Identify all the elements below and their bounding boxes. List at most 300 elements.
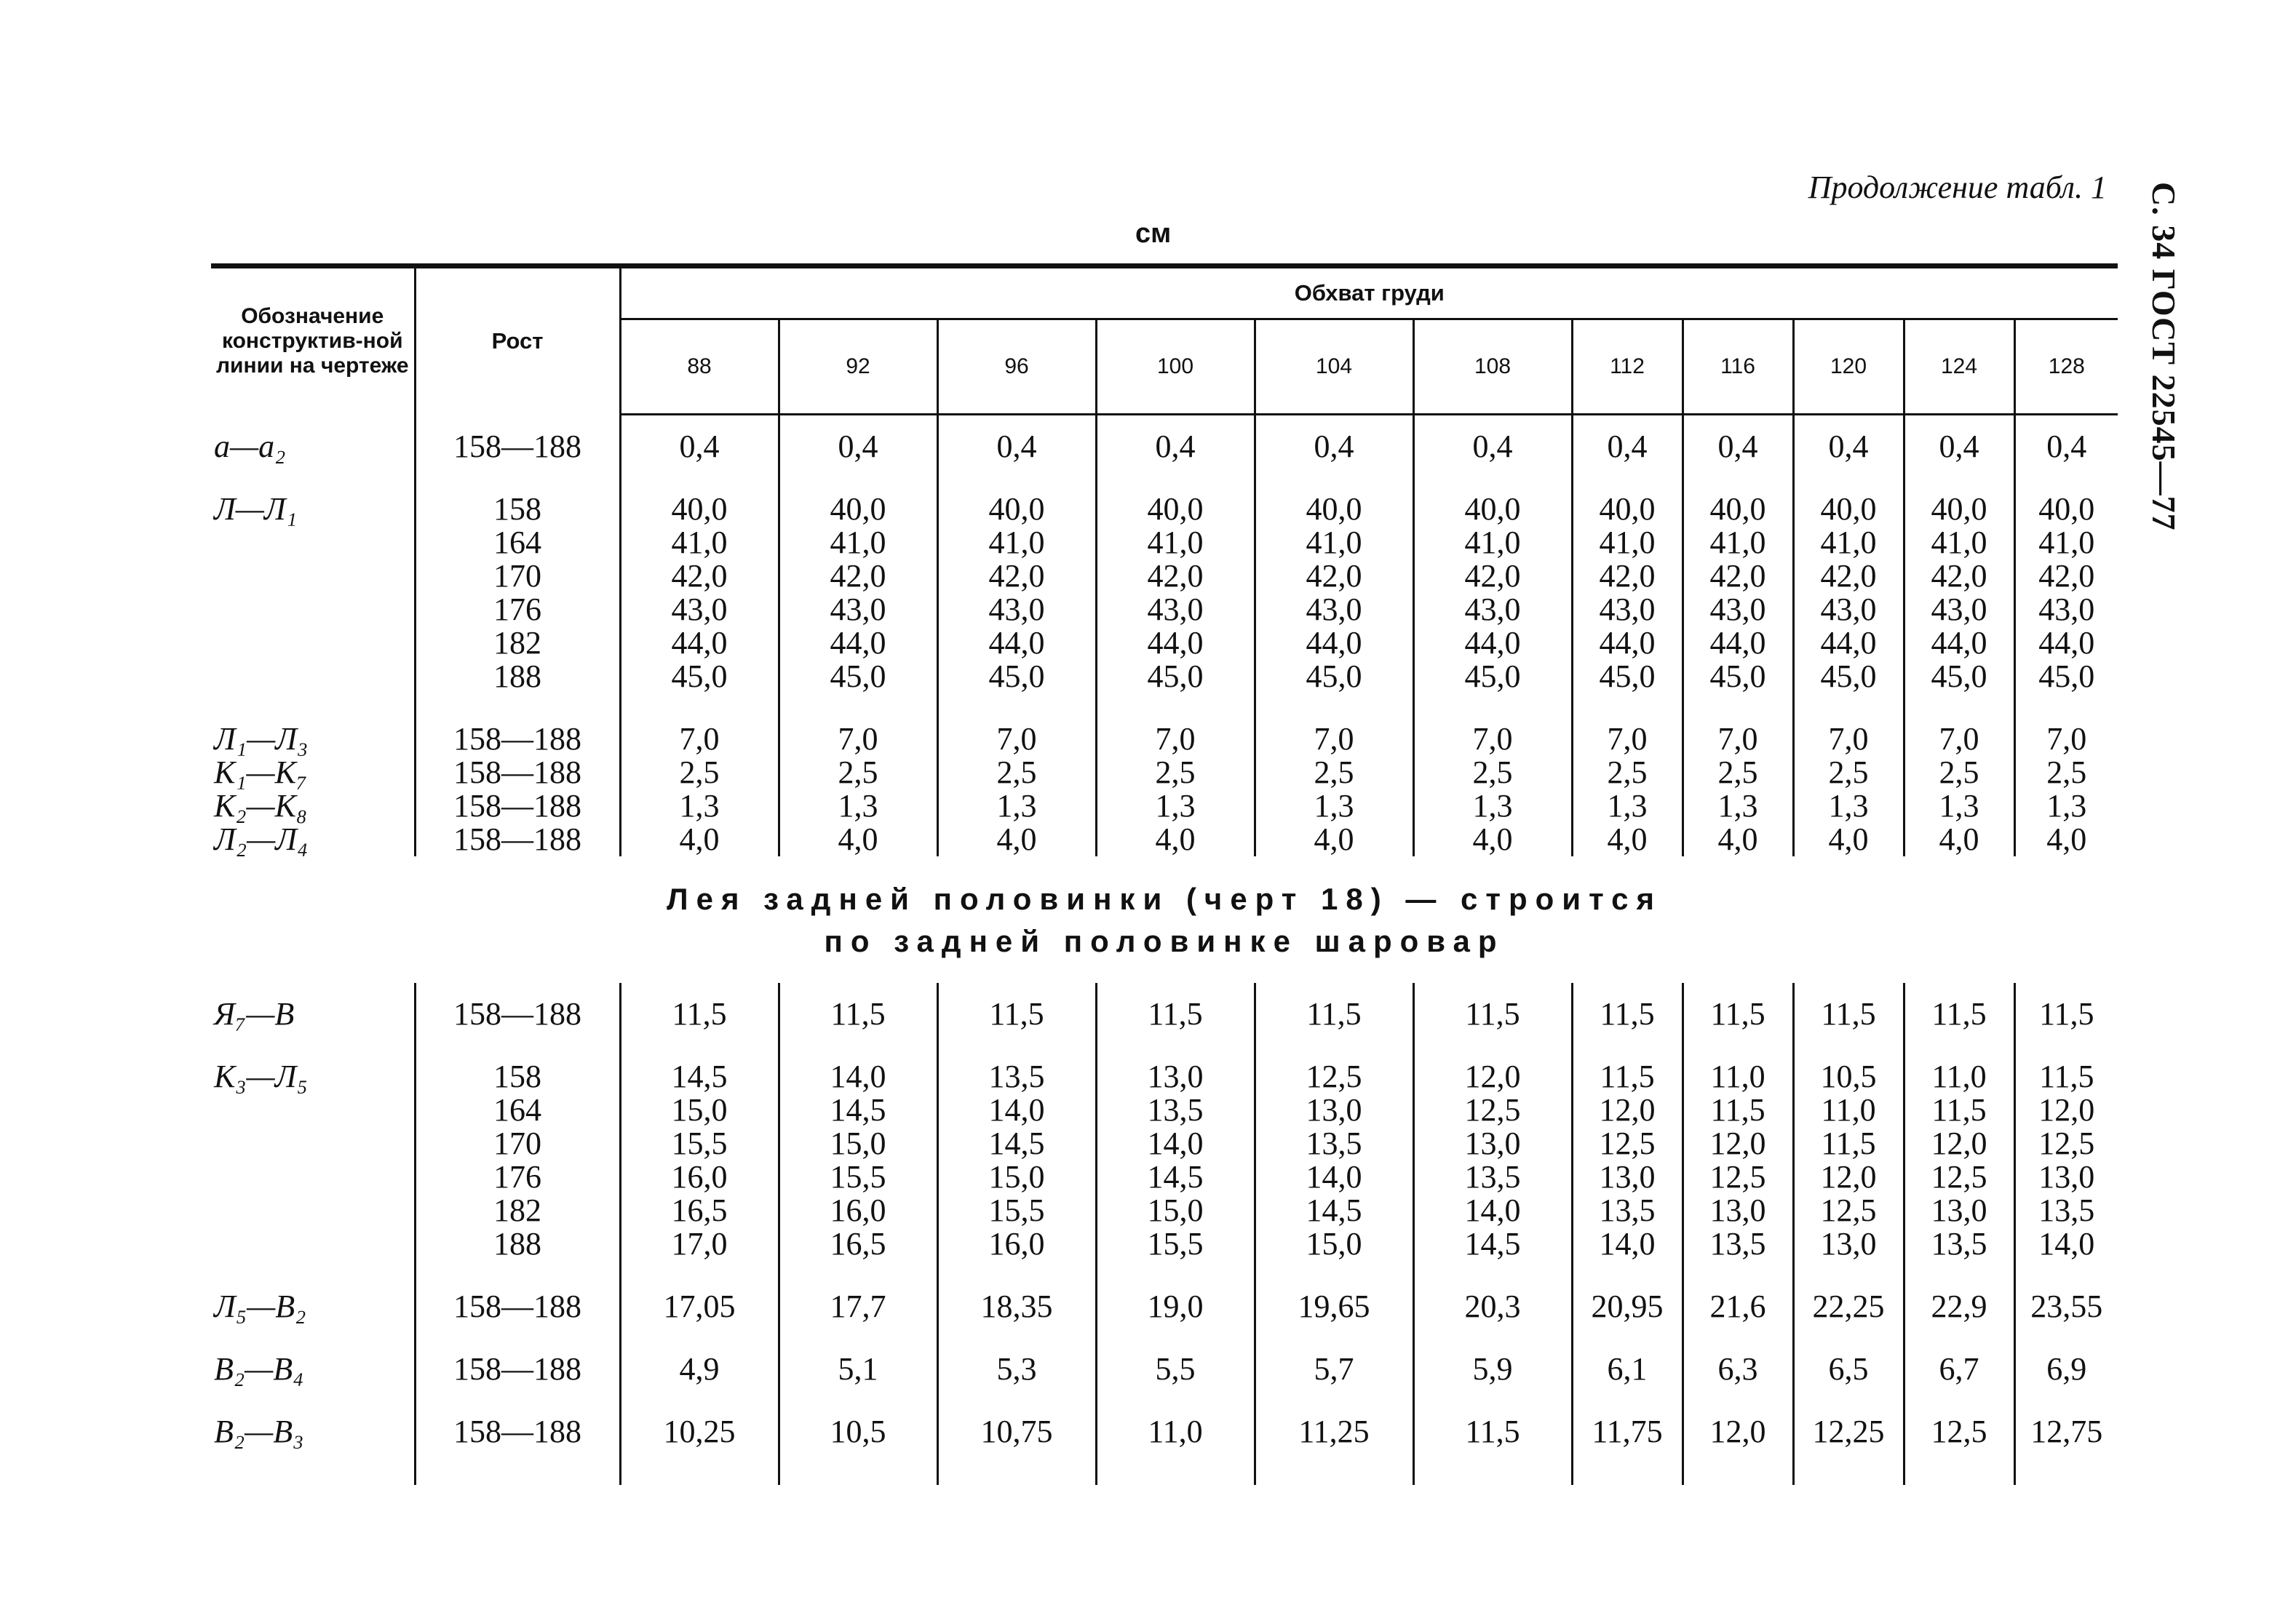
value: 42,0	[1599, 558, 1656, 594]
value: 14,0	[1464, 1192, 1521, 1228]
value-cell	[2014, 493, 2118, 693]
value: 41,0	[1931, 525, 1987, 560]
value: 45,0	[671, 658, 728, 694]
value: 4,0	[679, 821, 720, 857]
value-cell	[620, 722, 779, 856]
value-cell	[1096, 1415, 1255, 1449]
value-cell	[1904, 1290, 2014, 1323]
value-cell	[937, 997, 1096, 1031]
value: 16,5	[671, 1192, 728, 1228]
table-row	[211, 1353, 2118, 1386]
value: 44,0	[1147, 625, 1204, 661]
value: 7,0	[996, 721, 1037, 757]
value: 11,25	[1298, 1414, 1370, 1449]
height-value: 164	[493, 525, 541, 560]
value: 14,5	[830, 1092, 886, 1128]
value: 42,0	[1931, 558, 1987, 594]
value: 13,5	[1147, 1092, 1204, 1128]
value: 40,0	[1931, 491, 1987, 527]
value-cell	[1572, 1290, 1683, 1323]
line-designation: а—а₂	[214, 429, 286, 464]
value-cell	[1572, 1060, 1683, 1261]
value: 12,5	[1931, 1414, 1987, 1449]
value: 13,5	[2038, 1192, 2095, 1228]
value: 12,5	[1599, 1126, 1656, 1161]
value: 14,0	[988, 1092, 1045, 1128]
value-cell	[2014, 1060, 2118, 1261]
table-row	[211, 430, 2118, 463]
value-cell	[1793, 722, 1904, 856]
value: 11,0	[1821, 1092, 1876, 1128]
value: 12,5	[1820, 1192, 1877, 1228]
value-cell	[1096, 1060, 1255, 1261]
value: 17,05	[663, 1289, 736, 1324]
value-cell	[1255, 722, 1413, 856]
value-cell	[1572, 997, 1683, 1031]
value-cell	[1904, 1353, 2014, 1386]
value-cell	[779, 430, 937, 463]
value: 7,0	[2046, 721, 2087, 757]
value: 4,0	[1607, 821, 1648, 857]
value-cell	[937, 722, 1096, 856]
value: 42,0	[2038, 558, 2095, 594]
line-designation: К₃—Л₅	[214, 1059, 308, 1094]
section-row	[211, 856, 2118, 983]
header-mark: Обозначение конструктив-ной линии на чертеже	[211, 266, 415, 415]
value: 45,0	[1147, 658, 1204, 694]
value: 1,3	[1314, 788, 1354, 824]
value: 1,3	[1472, 788, 1513, 824]
value: 4,0	[1472, 821, 1513, 857]
value: 11,5	[989, 996, 1044, 1032]
value: 14,5	[988, 1126, 1045, 1161]
value: 0,4	[1939, 429, 1979, 464]
value: 4,0	[1939, 821, 1979, 857]
value: 7,0	[1472, 721, 1513, 757]
value: 22,25	[1812, 1289, 1885, 1324]
header-size-112: 112	[1572, 319, 1683, 415]
value: 14,5	[1464, 1226, 1521, 1262]
table-continuation-caption: Продолжение табл. 1	[1808, 170, 2107, 205]
value-cell	[1255, 1290, 1413, 1323]
value-cell	[1904, 722, 2014, 856]
spacer-row	[211, 415, 2118, 431]
value-cell	[1255, 997, 1413, 1031]
value: 18,35	[980, 1289, 1053, 1324]
value: 43,0	[830, 592, 886, 627]
value: 13,5	[1709, 1226, 1766, 1262]
value: 4,0	[1155, 821, 1196, 857]
value: 12,25	[1812, 1414, 1885, 1449]
value: 43,0	[1599, 592, 1656, 627]
value-cell	[1413, 1060, 1572, 1261]
value: 11,5	[2039, 996, 2094, 1032]
value: 0,4	[838, 429, 878, 464]
section-title: Лея задней половинки (черт 18) — строится по задней половинке шаровар	[667, 882, 1662, 958]
value-cell	[2014, 722, 2118, 856]
value-cell	[1096, 1290, 1255, 1323]
value: 11,5	[1710, 1092, 1765, 1128]
height-value: 188	[493, 1226, 541, 1262]
value: 44,0	[1931, 625, 1987, 661]
value: 11,5	[1148, 996, 1203, 1032]
value-cell	[779, 722, 937, 856]
value: 15,5	[671, 1126, 728, 1161]
value: 44,0	[1709, 625, 1766, 661]
value: 0,4	[1607, 429, 1648, 464]
height-cell	[415, 1060, 620, 1261]
value: 12,75	[2030, 1414, 2103, 1449]
value: 11,5	[1600, 996, 1655, 1032]
value: 14,0	[1147, 1126, 1204, 1161]
spacer-row	[211, 693, 2118, 722]
value: 45,0	[2038, 658, 2095, 694]
value: 41,0	[1709, 525, 1766, 560]
value: 41,0	[671, 525, 728, 560]
value: 45,0	[988, 658, 1045, 694]
value: 5,1	[838, 1351, 878, 1387]
value-cell	[937, 1415, 1096, 1449]
value: 40,0	[1599, 491, 1656, 527]
value: 14,0	[1306, 1159, 1362, 1195]
header-size-100: 100	[1096, 319, 1255, 415]
value-cell	[1096, 1353, 1255, 1386]
value: 2,5	[838, 754, 878, 790]
value: 45,0	[1306, 658, 1362, 694]
value: 41,0	[1306, 525, 1362, 560]
value-cell	[1413, 997, 1572, 1031]
value-cell	[2014, 997, 2118, 1031]
value: 44,0	[671, 625, 728, 661]
value-cell	[1904, 997, 2014, 1031]
value-cell	[779, 1415, 937, 1449]
height-cell	[415, 493, 620, 693]
value: 6,7	[1939, 1351, 1979, 1387]
value: 12,0	[1709, 1414, 1766, 1449]
value-cell	[1255, 1353, 1413, 1386]
table-row	[211, 1290, 2118, 1323]
value: 44,0	[830, 625, 886, 661]
value: 16,0	[830, 1192, 886, 1228]
value: 11,5	[1710, 996, 1765, 1032]
value-cell	[1255, 430, 1413, 463]
value: 1,3	[1607, 788, 1648, 824]
height-value: 164	[493, 1092, 541, 1128]
value: 15,0	[830, 1126, 886, 1161]
value: 12,5	[1306, 1059, 1362, 1094]
value-cell	[937, 1060, 1096, 1261]
value: 11,5	[1306, 996, 1362, 1032]
value: 12,0	[1931, 1126, 1987, 1161]
value: 43,0	[1931, 592, 1987, 627]
value-cell	[620, 1290, 779, 1323]
height-value: 158—188	[453, 996, 581, 1032]
value-cell	[1683, 997, 1793, 1031]
value: 10,5	[1820, 1059, 1877, 1094]
value-cell	[1793, 493, 1904, 693]
value: 13,0	[1306, 1092, 1362, 1128]
value-cell	[779, 493, 937, 693]
table-row	[211, 722, 2118, 856]
height-value: 158	[493, 491, 541, 527]
value-cell	[1255, 493, 1413, 693]
value-cell	[1793, 1060, 1904, 1261]
value-cell	[1683, 1290, 1793, 1323]
value-cell	[937, 493, 1096, 693]
value: 40,0	[671, 491, 728, 527]
value: 1,3	[996, 788, 1037, 824]
value: 12,0	[1464, 1059, 1521, 1094]
value: 12,5	[1464, 1092, 1521, 1128]
height-value: 158—188	[453, 821, 581, 857]
value: 41,0	[830, 525, 886, 560]
value: 14,5	[671, 1059, 728, 1094]
value: 7,0	[1828, 721, 1869, 757]
value: 12,0	[2038, 1092, 2095, 1128]
header-size-124: 124	[1904, 319, 2014, 415]
value-cell	[2014, 430, 2118, 463]
spacer-row	[211, 1031, 2118, 1060]
height-value: 182	[493, 625, 541, 661]
value: 12,5	[1931, 1159, 1987, 1195]
value-cell	[1683, 1415, 1793, 1449]
header-chest: Обхват груди	[620, 266, 2118, 319]
value: 14,0	[1599, 1226, 1656, 1262]
value: 2,5	[679, 754, 720, 790]
value-cell	[620, 1353, 779, 1386]
value-cell	[1255, 1060, 1413, 1261]
table-row	[211, 997, 2118, 1031]
value-cell	[1413, 722, 1572, 856]
value: 44,0	[1599, 625, 1656, 661]
value: 12,0	[1820, 1159, 1877, 1195]
table-body	[211, 415, 2118, 1486]
value: 42,0	[1709, 558, 1766, 594]
value: 13,0	[1820, 1226, 1877, 1262]
value: 44,0	[2038, 625, 2095, 661]
value: 13,5	[1931, 1226, 1987, 1262]
value: 6,3	[1717, 1351, 1758, 1387]
value: 13,5	[1306, 1126, 1362, 1161]
value: 40,0	[1464, 491, 1521, 527]
value: 10,25	[663, 1414, 736, 1449]
value: 5,5	[1155, 1351, 1196, 1387]
value: 15,0	[1147, 1192, 1204, 1228]
value: 15,5	[830, 1159, 886, 1195]
value: 1,3	[679, 788, 720, 824]
value: 4,0	[1717, 821, 1758, 857]
height-cell	[415, 430, 620, 463]
value-cell	[1904, 430, 2014, 463]
value: 41,0	[988, 525, 1045, 560]
height-value: 158—188	[453, 754, 581, 790]
value-cell	[1793, 430, 1904, 463]
value-cell	[1793, 997, 1904, 1031]
value: 12,5	[2038, 1126, 2095, 1161]
value: 43,0	[2038, 592, 2095, 627]
value: 4,0	[1828, 821, 1869, 857]
value: 4,0	[996, 821, 1037, 857]
value: 40,0	[1709, 491, 1766, 527]
value-cell	[1683, 722, 1793, 856]
value: 43,0	[988, 592, 1045, 627]
value: 4,0	[2046, 821, 2087, 857]
page-standard-note: С. 34 ГОСТ 22545—77	[2145, 182, 2182, 531]
value: 41,0	[1820, 525, 1877, 560]
value: 0,4	[1828, 429, 1869, 464]
header-height: Рост	[415, 266, 620, 415]
value: 14,0	[830, 1059, 886, 1094]
value-cell	[937, 430, 1096, 463]
value: 12,0	[1709, 1126, 1766, 1161]
value-cell	[1793, 1415, 1904, 1449]
value: 11,5	[1465, 996, 1520, 1032]
value: 16,0	[671, 1159, 728, 1195]
line-designation: Л—Л₁	[214, 491, 298, 527]
value: 0,4	[2046, 429, 2087, 464]
value: 17,0	[671, 1226, 728, 1262]
value: 11,5	[672, 996, 727, 1032]
height-value: 158—188	[453, 1351, 581, 1387]
value: 6,5	[1828, 1351, 1869, 1387]
height-cell	[415, 722, 620, 856]
height-value: 158—188	[453, 1289, 581, 1324]
header-size-120: 120	[1793, 319, 1904, 415]
height-value: 158	[493, 1059, 541, 1094]
unit-label: см	[1135, 218, 1172, 249]
value: 2,5	[1717, 754, 1758, 790]
value: 42,0	[1306, 558, 1362, 594]
value-cell	[779, 1060, 937, 1261]
value: 2,5	[1607, 754, 1648, 790]
height-value: 170	[493, 558, 541, 594]
line-designation: Л₁—Л₃ К₁—К₇ К₂—К₈ Л₂—Л₄	[214, 721, 309, 857]
height-value: 158—188	[453, 429, 581, 464]
table-row	[211, 1415, 2118, 1449]
value: 13,0	[1147, 1059, 1204, 1094]
value: 13,0	[1931, 1192, 1987, 1228]
value: 13,5	[1464, 1159, 1521, 1195]
value: 1,3	[1155, 788, 1196, 824]
value: 11,5	[1821, 1126, 1876, 1161]
value-cell	[1096, 493, 1255, 693]
value: 42,0	[1147, 558, 1204, 594]
value: 4,0	[1314, 821, 1354, 857]
value: 17,7	[830, 1289, 886, 1324]
value: 7,0	[1717, 721, 1758, 757]
value: 0,4	[1717, 429, 1758, 464]
value: 22,9	[1931, 1289, 1987, 1324]
value: 7,0	[838, 721, 878, 757]
value: 13,5	[988, 1059, 1045, 1094]
value: 7,0	[679, 721, 720, 757]
value: 0,4	[679, 429, 720, 464]
value: 42,0	[1464, 558, 1521, 594]
spacer-row	[211, 1386, 2118, 1415]
value-cell	[937, 1290, 1096, 1323]
value: 42,0	[988, 558, 1045, 594]
value: 5,3	[996, 1351, 1037, 1387]
spacer-row	[211, 983, 2118, 997]
value: 21,6	[1709, 1289, 1766, 1324]
value: 19,65	[1298, 1289, 1370, 1324]
value: 2,5	[1828, 754, 1869, 790]
value: 7,0	[1155, 721, 1196, 757]
value: 40,0	[1147, 491, 1204, 527]
measurement-table	[211, 263, 2118, 1485]
header-size-104: 104	[1255, 319, 1413, 415]
value-cell	[1683, 1060, 1793, 1261]
height-cell	[415, 1353, 620, 1386]
value-cell	[620, 997, 779, 1031]
value: 40,0	[988, 491, 1045, 527]
table-row	[211, 1060, 2118, 1261]
value: 2,5	[1155, 754, 1196, 790]
value-cell	[2014, 1353, 2118, 1386]
height-value: 158—188	[453, 788, 581, 824]
value-cell	[779, 1290, 937, 1323]
value: 6,1	[1607, 1351, 1648, 1387]
value: 40,0	[1820, 491, 1877, 527]
value: 0,4	[996, 429, 1037, 464]
value: 20,95	[1591, 1289, 1664, 1324]
value: 2,5	[2046, 754, 2087, 790]
height-value: 158—188	[453, 721, 581, 757]
value: 16,5	[830, 1226, 886, 1262]
value: 12,5	[1709, 1159, 1766, 1195]
value: 11,5	[1821, 996, 1876, 1032]
value: 1,3	[1939, 788, 1979, 824]
height-value: 176	[493, 1159, 541, 1195]
value-cell	[1255, 1415, 1413, 1449]
value-cell	[1904, 493, 2014, 693]
value: 1,3	[1717, 788, 1758, 824]
height-cell	[415, 1290, 620, 1323]
value: 11,5	[1465, 1414, 1520, 1449]
value-cell	[1413, 1353, 1572, 1386]
value: 4,9	[679, 1351, 720, 1387]
value: 10,75	[980, 1414, 1053, 1449]
value: 45,0	[830, 658, 886, 694]
value-cell	[1413, 430, 1572, 463]
line-designation: Я₇—В	[214, 996, 295, 1032]
value: 45,0	[1709, 658, 1766, 694]
table-header	[211, 266, 2118, 415]
value: 15,0	[988, 1159, 1045, 1195]
spacer-row	[211, 1449, 2118, 1485]
value: 13,0	[1599, 1159, 1656, 1195]
value-cell	[1572, 1415, 1683, 1449]
header-size-108: 108	[1413, 319, 1572, 415]
value: 40,0	[2038, 491, 2095, 527]
value: 43,0	[671, 592, 728, 627]
value: 45,0	[1464, 658, 1521, 694]
value: 41,0	[1464, 525, 1521, 560]
header-size-96: 96	[937, 319, 1096, 415]
value: 13,0	[1464, 1126, 1521, 1161]
value: 13,0	[1709, 1192, 1766, 1228]
value: 1,3	[2046, 788, 2087, 824]
value-cell	[1572, 430, 1683, 463]
value: 23,55	[2030, 1289, 2103, 1324]
height-value: 188	[493, 658, 541, 694]
value-cell	[620, 430, 779, 463]
height-value: 170	[493, 1126, 541, 1161]
value-cell	[1793, 1353, 1904, 1386]
value: 14,5	[1147, 1159, 1204, 1195]
value: 42,0	[1820, 558, 1877, 594]
value-cell	[2014, 1415, 2118, 1449]
